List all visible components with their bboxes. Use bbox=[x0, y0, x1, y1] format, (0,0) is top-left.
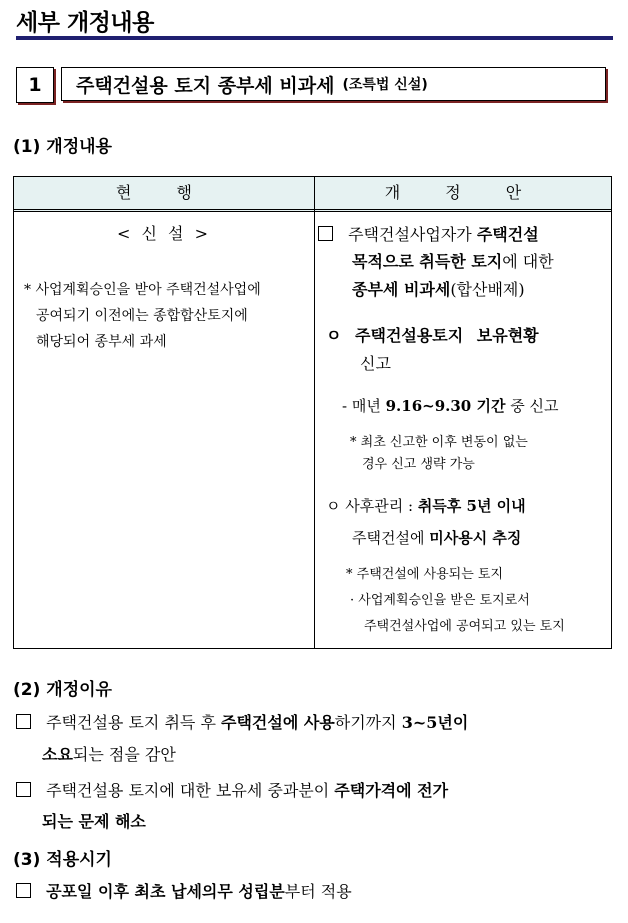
proposed-main-line1: 주택건설사업자가 주택건설 bbox=[318, 222, 539, 245]
proposed-sub1-line2: 신고 bbox=[360, 354, 391, 373]
checkbox-bullet-icon bbox=[16, 714, 31, 729]
item-title-box bbox=[61, 67, 606, 101]
col-current-header: 현 행 bbox=[116, 183, 212, 202]
timing-line: 공포일 이후 최초 납세의무 성립분부터 적용 bbox=[16, 879, 352, 902]
table-header-row bbox=[14, 177, 611, 212]
checkbox-bullet-icon bbox=[318, 226, 333, 241]
comparison-table bbox=[13, 176, 612, 649]
proposed-main-line3: 종부세 비과세(합산배제) bbox=[352, 280, 525, 299]
new-provision-label: < 신 설 > bbox=[117, 224, 211, 243]
checkbox-bullet-icon bbox=[16, 883, 31, 898]
proposed-sub2-note1: * 주택건설에 사용되는 토지 bbox=[346, 567, 504, 582]
proposed-sub2-note3: 주택건설사업에 공여되고 있는 토지 bbox=[364, 619, 565, 634]
reason-2-line2: 되는 문제 해소 bbox=[42, 812, 146, 831]
reason-2-line1: 주택건설용 토지에 대한 보유세 중과분이 주택가격에 전가 bbox=[16, 778, 448, 801]
current-note-line: 공여되기 이전에는 종합합산토지에 bbox=[36, 308, 248, 324]
checkbox-bullet-icon bbox=[16, 782, 31, 797]
title-rule bbox=[16, 36, 613, 40]
section1-heading: (1) 개정내용 bbox=[13, 137, 112, 157]
reason-1-line2: 소요되는 점을 감안 bbox=[42, 745, 176, 764]
col-proposed-header: 개 정 안 bbox=[384, 183, 542, 202]
item-number: 1 bbox=[28, 74, 42, 96]
item-title: 주택건설용 토지 종부세 비과세 bbox=[76, 74, 335, 97]
proposed-sub1-note1: * 최초 신고한 이후 변동이 없는 bbox=[350, 435, 528, 450]
proposed-sub1-note2: 경우 신고 생략 가능 bbox=[362, 457, 475, 472]
proposed-main-line2: 목적으로 취득한 토지에 대한 bbox=[352, 252, 554, 271]
proposed-sub2-note2: · 사업계획승인을 받은 토지로서 bbox=[350, 593, 530, 608]
reason-1-line1: 주택건설용 토지 취득 후 주택건설에 사용하기까지 3~5년이 bbox=[16, 710, 468, 733]
item-subtitle: (조특법 신설) bbox=[342, 77, 428, 93]
column-divider bbox=[314, 177, 315, 648]
section3-heading: (3) 적용시기 bbox=[13, 850, 112, 870]
proposed-sub1-dash: - 매년 9.16~9.30 기간 중 신고 bbox=[342, 397, 559, 415]
section2-heading: (2) 개정이유 bbox=[13, 680, 112, 700]
proposed-sub2-line1: ㅇ 사후관리 : 취득후 5년 이내 bbox=[326, 497, 526, 515]
current-note-line: 해당되어 종부세 과세 bbox=[36, 334, 167, 350]
proposed-sub1-line1: ㅇ 주택건설용토지 보유현황 bbox=[326, 326, 539, 345]
current-note-line: * 사업계획승인을 받아 주택건설사업에 bbox=[24, 282, 261, 298]
proposed-sub2-line2: 주택건설에 미사용시 추징 bbox=[352, 529, 522, 547]
page-title: 세부 개정내용 bbox=[16, 10, 154, 36]
item-number-box bbox=[16, 67, 54, 103]
